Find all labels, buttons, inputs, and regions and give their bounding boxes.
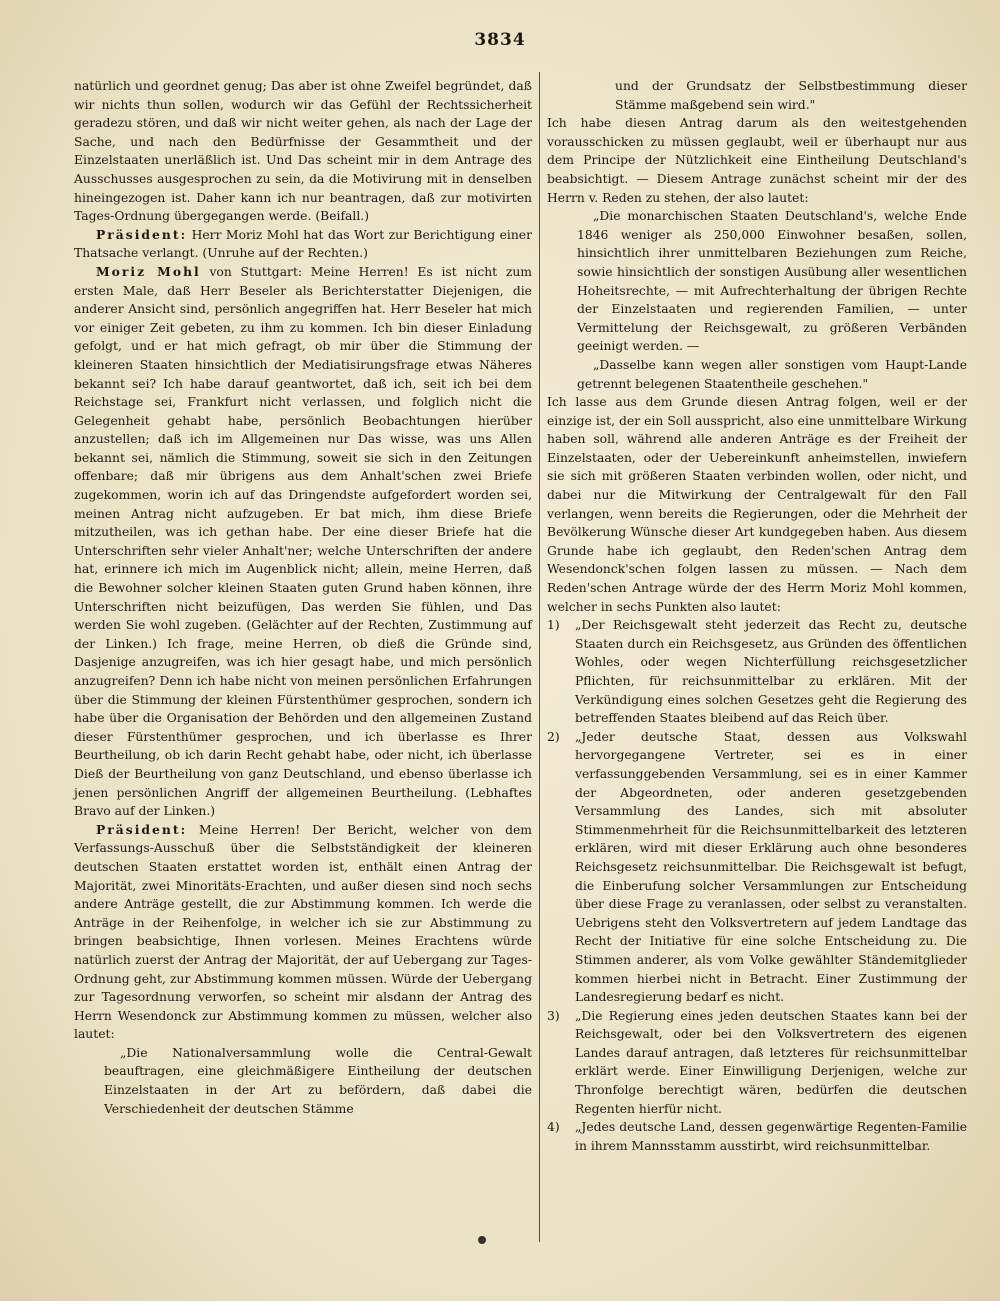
column-divider — [539, 72, 540, 1242]
quote-reden-2: „Dasselbe kann wegen aller sonstigen vom Haupt-Lande getrennt belegenen Staatentheile geschehen." — [577, 357, 967, 391]
item-number: 2) — [547, 729, 560, 744]
speaker-name: Präsident: — [96, 821, 188, 837]
paragraph-president-2 — [74, 821, 532, 1044]
list-item — [547, 728, 967, 1007]
paragraph-mohl — [74, 263, 532, 821]
speaker-name: Präsident: — [96, 226, 188, 242]
item-text: „Jedes deutsche Land, dessen gegenwärtige Regenten-Familie in ihrem Mannsstamm ausstirbt, wird reichsunmittelbar. — [575, 1120, 967, 1153]
quote-continuation: und der Grundsatz der Selbstbestimmung dieser Stämme maßgebend sein wird." — [615, 79, 967, 112]
speech-text: Herr Moriz Mohl hat das Wort zur Berichtigung einer Thatsache verlangt. (Unruhe auf der Rechten.) — [74, 227, 532, 261]
item-text: „Jeder deutsche Staat, dessen aus Volkswahl hervorgegangene Vertreter, sei es in einer verfassunggebenden Versammlung, sei es in einer Kammer der Abgeordneten, oder anderen gesetzgebenden Versammlung des Landes, sich mit absoluter Stimmenmehrheit für die Reichsunmittelbarkeit des letzteren erklären, wird mit dieser Erklärung auch ohne besonderes Reichsgesetz reichsunmittelbar. Die Reichsgewalt ist befugt, die Einberufung solcher Versammlungen zur Entscheidung über diese Frage zu veranlassen, oder selbst zu veranstalten. Uebrigens steht den Volksvertretern auf jedem Landtage das Recht der Initiative für eine solche Entscheidung zu. Die Stimmen anderer, als vom Volke gewählter Ständemitglieder kommen hierbei nicht in Betracht. Einer Zustimmung der Landesregierung bedarf es nicht. — [575, 729, 967, 1005]
list-item — [547, 616, 967, 728]
paragraph-right-1: Ich habe diesen Antrag darum als den weitestgehenden vorausschicken zu müssen geglaubt, weil er überhaupt nur aus dem Principe der Nützlichkeit eine Eintheilung Deutschland's beabsichtigt. — Diesem Antrage zunächst scheint mir der des Herrn v. Reden zu stehen, der also lautet: — [547, 116, 967, 205]
quote-reden-1: „Die monarchischen Staaten Deutschland's, welche Ende 1846 weniger als 250,000 Einwohner besaßen, sollen, hinsichtlich ihrer unmittelbaren Beziehungen zum Reiche, sowie hinsichtlich der sonstigen Ausübung aller wesentlichen Hoheitsrechte, — mit Aufrechterhaltung der übrigen Rechte der Einzelstaaten und regierenden Familien, — unter Vermittelung der Reichsgewalt, zu größeren Verbänden geeinigt werden. — — [577, 209, 967, 354]
list-item — [547, 1007, 967, 1119]
left-column — [74, 77, 532, 1118]
speech-text: von Stuttgart: Meine Herren! Es ist nicht zum ersten Male, daß Herr Beseler als Berichterstatter Diejenigen, die anderer Ansicht sind, persönlich angegriffen hat. Herr Beseler hat mich vor einiger Zeit gebeten, zu ihm zu kommen. Ich bin dieser Einladung gefolgt, und er hat mich gefragt, ob mir über die Stimmung der kleineren Staaten hinsichtlich der Mediatisirungsfrage etwas Näheres bekannt sei? Ich habe darauf geantwortet, daß ich, seit ich bei dem Reichstage sei, Frankfurt nicht verlassen, und folglich nicht die Gelegenheit gehabt habe, persönlich Beobachtungen hierüber anzustellen; daß ich im Allgemeinen nur Das wisse, was uns Allen bekannt sei, nämlich die Stimmung, soweit sie sich in den Zeitungen offenbare; daß mir übrigens aus dem Anhalt'schen zwei Briefe zugekommen, worin ich auf das Dringendste aufgefordert worden sei, meinen Antrag nicht aufzugeben. Er bat mich, ihm diese Briefe mitzutheilen, was ich gethan habe. Der eine dieser Briefe hat die Unterschriften sehr vieler Anhalt'ner; welche Unterschriften der andere hat, erinnere ich mich im Augenblick nicht; allein, meine Herren, daß die Bewohner solcher kleinen Staaten guten Grund haben können, ihre Unterschriften nicht beizufügen, Das werden Sie fühlen, und Das werden Sie wohl zugeben. (Gelächter auf der Rechten, Zustimmung auf der Linken.) Ich frage, meine Herren, ob dieß die Gründe sind, Dasjenige anzugreifen, was ich hier gesagt habe, und mich persönlich anzugreifen? Denn ich habe nicht von meinen persönlichen Erfahrungen über die Stimmung der kleinen Fürstenthümer gesprochen, sondern ich habe über die Organisation der Behörden und den allgemeinen Zustand dieser Fürstenthümer gesprochen, und ich überlasse es Ihrer Beurtheilung, ob ich darin Recht gehabt habe, oder nicht, ich überlasse Dieß der Beurtheilung von ganz Deutschland, und ebenso überlasse ich jenen persönlichen Angriff der allgemeinen Beurtheilung. (Lebhaftes Bravo auf der Linken.) — [74, 264, 532, 819]
item-number: 1) — [547, 618, 560, 633]
paragraph-continuation: natürlich und geordnet genug; Das aber ist ohne Zweifel begründet, daß wir nichts thun sollen, wodurch wir das Gefühl der Rechtssicherheit geradezu stören, und daß wir nicht weiter gehen, als nach der Lage der Sache, und nach den Bedürfnisse der Gesammtheit und der Einzelstaaten unerläßlich ist. Und Das scheint mir in dem Antrage des Ausschusses ausgesprochen zu sein, da die Motivirung mit in denselben hineingezogen ist. Daher kann ich nur beantragen, daß zur motivirten Tages-Ordnung übergegangen werde. (Beifall.) — [74, 79, 532, 224]
speaker-name: Moriz Mohl — [96, 263, 201, 279]
item-number: 3) — [547, 1008, 560, 1023]
right-column — [547, 77, 967, 1155]
page-number: 3834 — [474, 30, 526, 50]
item-text: „Die Regierung eines jeden deutschen Staates kann bei der Reichsgewalt, oder bei den Volksvertretern des eigenen Landes darauf antragen, daß letzteres für reichsunmittelbar erklärt werde. Einer Einwilligung Derjenigen, welche zur Thronfolge berechtigt wären, bedürfen die deutschen Regenten hierfür nicht. — [575, 1008, 967, 1116]
item-text: „Der Reichsgewalt steht jederzeit das Recht zu, deutsche Staaten durch ein Reichsgesetz, aus Gründen des öffentlichen Wohles, oder wegen Nichterfüllung reichsgesetzlicher Pflichten, für reichsunmittelbar zu erklären. Mit der Verkündigung eines solchen Gesetzes geht die Regierung des betreffenden Staates bleibend auf das Reich über. — [575, 618, 967, 726]
ink-dot — [478, 1236, 486, 1244]
paragraph-president-1 — [74, 226, 532, 263]
paragraph-right-2: Ich lasse aus dem Grunde diesen Antrag folgen, weil er der einzige ist, der ein Soll ausspricht, also eine unmittelbare Wirkung haben soll, während alle anderen Anträge es der Freiheit der Einzelstaaten, oder der Uebereinkunft anheimstellen, inwiefern sie sich mit größeren Staaten verbinden wollen, oder nicht, und dabei nur die Mitwirkung der Centralgewalt für den Fall verlangen, wenn bereits die Regierungen, oder die Mehrheit der Bevölkerung Wünsche dieser Art kundgegeben haben. Aus diesem Grunde habe ich geglaubt, den Reden'schen Antrag dem Wesendonck'schen folgen lassen zu müssen. — Nach dem Reden'schen Antrage würde der des Herrn Moriz Mohl kommen, welcher in sechs Punkten also lautet: — [547, 395, 967, 614]
speech-text: Meine Herren! Der Bericht, welcher von dem Verfassungs-Ausschuß über die Selbstständigkeit der kleineren deutschen Staaten erstattet worden ist, enthält einen Antrag der Majorität, zwei Minoritäts-Erachten, und außer diesen sind noch sechs andere Anträge gestellt, die zur Abstimmung kommen. Ich werde die Anträge in der Reihenfolge, in welcher ich sie zur Abstimmung zu bringen beabsichtige, Ihnen vorlesen. Meines Erachtens würde natürlich zuerst der Antrag der Majorität, der auf Uebergang zur Tages-Ordnung geht, zur Abstimmung kommen müssen. Würde der Uebergang zur Tagesordnung verworfen, so scheint mir alsdann der Antrag des Herrn Wesendonck zur Abstimmung kommen zu müssen, welcher also lautet: — [74, 822, 532, 1042]
list-item — [547, 1118, 967, 1155]
item-number: 4) — [547, 1120, 560, 1135]
quote-wesendonck: „Die Nationalversammlung wolle die Central-Gewalt beauftragen, eine gleichmäßigere Eintheilung der deutschen Einzelstaaten in der Art zu befördern, daß dabei die Verschiedenheit der deutschen Stämme — [104, 1045, 532, 1116]
